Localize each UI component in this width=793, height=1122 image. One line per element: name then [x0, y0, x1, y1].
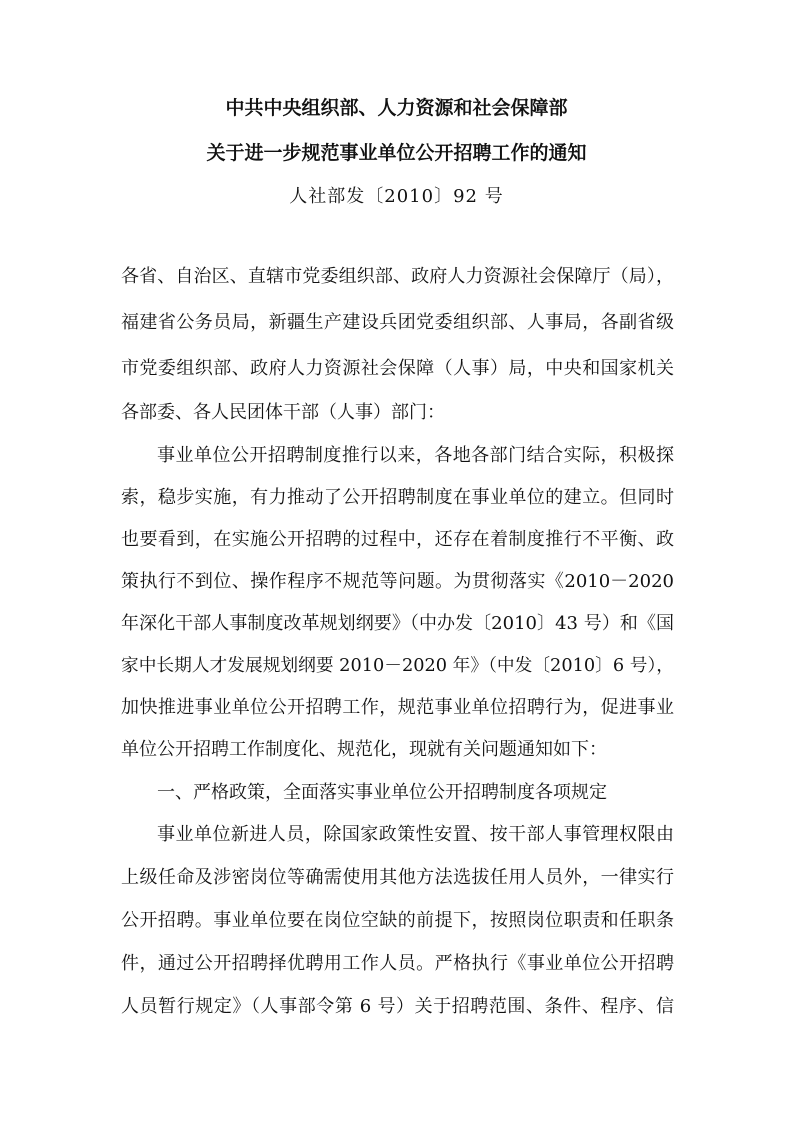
- document-title-line-1: 中共中央组织部、人力资源和社会保障部: [225, 97, 568, 119]
- body-line: 人员暂行规定》（人事部令第 6 号）关于招聘范围、条件、程序、信: [121, 996, 674, 1017]
- body-line: 也要看到，在实施公开招聘的过程中，还存在着制度推行不平衡、政: [121, 529, 674, 550]
- section-heading: 一、严格政策，全面落实事业单位公开招聘制度各项规定: [157, 782, 607, 803]
- document-title-line-2: 关于进一步规范事业单位公开招聘工作的通知: [206, 142, 587, 164]
- body-line: 策执行不到位、操作程序不规范等问题。为贯彻落实《2010－2020: [121, 571, 674, 592]
- body-line: 事业单位公开招聘制度推行以来，各地各部门结合实际，积极探: [157, 445, 674, 466]
- body-line: 件，通过公开招聘择优聘用工作人员。严格执行《事业单位公开招聘: [121, 953, 674, 974]
- body-line: 各部委、各人民团体干部（人事）部门：: [121, 402, 445, 423]
- body-line: 事业单位新进人员，除国家政策性安置、按干部人事管理权限由: [157, 824, 674, 845]
- body-line: 各省、自治区、直辖市党委组织部、政府人力资源社会保障厅（局），: [121, 266, 674, 287]
- body-line: 公开招聘。事业单位要在岗位空缺的前提下，按照岗位职责和任职条: [121, 910, 674, 931]
- document-number: 人社部发〔2010〕92 号: [289, 186, 504, 207]
- body-line: 福建省公务员局，新疆生产建设兵团党委组织部、人事局，各副省级: [121, 312, 674, 333]
- body-line: 加快推进事业单位公开招聘工作，规范事业单位招聘行为，促进事业: [121, 697, 674, 718]
- body-line: 家中长期人才发展规划纲要 2010－2020 年》（中发〔2010〕6 号），: [121, 656, 674, 676]
- body-line: 市党委组织部、政府人力资源社会保障（人事）局，中央和国家机关: [121, 358, 674, 379]
- body-line: 单位公开招聘工作制度化、规范化，现就有关问题通知如下：: [121, 739, 607, 760]
- body-line: 上级任命及涉密岗位等确需使用其他方法选拔任用人员外，一律实行: [121, 867, 674, 888]
- body-line: 年深化干部人事制度改革规划纲要》（中办发〔2010〕43 号）和《国: [121, 613, 674, 634]
- body-line: 索，稳步实施，有力推动了公开招聘制度在事业单位的建立。但同时: [121, 487, 674, 508]
